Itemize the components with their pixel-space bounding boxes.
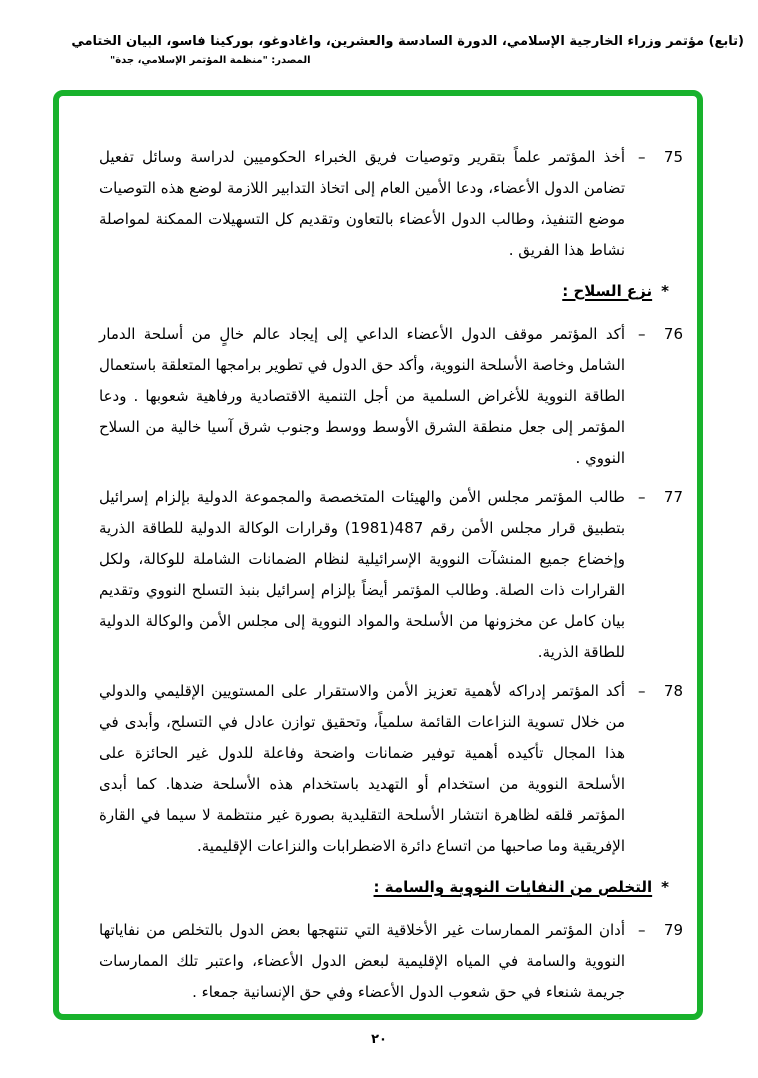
page-number: ٢٠	[371, 1032, 387, 1047]
paragraph-number-value: 76	[663, 325, 683, 343]
paragraph-item-79	[99, 915, 683, 1008]
paragraph-item-76	[99, 319, 683, 474]
paragraph-number	[625, 915, 683, 1008]
paragraph-dash: –	[638, 148, 646, 166]
paragraph-number	[625, 319, 683, 474]
section-heading-text: التخلص من النفايات النووية والسامة :	[373, 878, 653, 896]
paragraph-text: طالب المؤتمر مجلس الأمن والهيئات المتخصصة والمجموعة الدولية بإلزام إسرائيل بتطبيق قرار مجلس الأمن رقم 487(1981) وقرارات الوكالة الدولية للطاقة الذرية وإخضاع جميع المنشآت النووية الإسرائيلية لنظام الضمانات الشاملة للوكالة، ولكل القرارات ذات الصلة. وطالب المؤتمر أيضاً بإلزام إسرائيل بنبذ التسلح النووي وتقديم بيان كامل عن مخزونها من الأسلحة والمواد النووية إلى مجلس الأمن والوكالة الدولية للطاقة الذرية.	[99, 488, 625, 661]
paragraph-number-value: 78	[663, 682, 683, 700]
section-heading-text: نزع السلاح :	[562, 282, 653, 300]
paragraph-text: أكد المؤتمر موقف الدول الأعضاء الداعي إلى إيجاد عالم خالٍ من أسلحة الدمار الشامل وخاصة الأسلحة النووية، وأكد حق الدول في تطوير برامجها المتعلقة باستعمال الطاقة النووية للأغراض السلمية من أجل التنمية الاقتصادية ورفاهية شعوبها . ودعا المؤتمر إلى جعل منطقة الشرق الأوسط ووسط وجنوب شرق آسيا خالية من السلاح النووي .	[99, 325, 625, 467]
section-heading-nuclear-waste-disposal	[99, 872, 683, 903]
document-header	[0, 0, 758, 69]
document-content	[59, 96, 697, 1008]
paragraph-number	[625, 676, 683, 862]
paragraph-number	[625, 482, 683, 668]
header-source: المصدر: "منظمة المؤتمر الإسلامي، جدة"	[110, 55, 311, 66]
paragraph-number-value: 79	[663, 921, 683, 939]
paragraph-dash: –	[638, 488, 646, 506]
paragraph-text: أكد المؤتمر إدراكه لأهمية تعزيز الأمن والاستقرار على المستويين الإقليمي والدولي من خلال تسوية النزاعات القائمة سلمياً، وتحقيق توازن عادل في التسلح، وأبدى في هذا المجال تأكيده أهمية توفير ضمانات واضحة وفاعلة للدول غير الحائزة على الأسلحة النووية من استخدام أو التهديد باستخدام هذه الأسلحة ضدها. كما أبدى المؤتمر قلقه لظاهرة انتشار الأسلحة التقليدية بصورة غير منتظمة لا سيما في القارة الإفريقية وما صاحبها من اتساع دائرة الاضطرابات والنزاعات الإقليمية.	[99, 682, 625, 855]
header-title: (تابع) مؤتمر وزراء الخارجية الإسلامي، الدورة السادسة والعشرين، واغادوغو، بوركينا فاسو، البيان الختامي	[71, 34, 744, 49]
paragraph-dash: –	[638, 921, 646, 939]
paragraph-item-78	[99, 676, 683, 862]
heading-asterisk-marker: *	[661, 282, 669, 300]
paragraph-item-77	[99, 482, 683, 668]
section-heading-disarmament	[99, 276, 683, 307]
paragraph-item-75	[99, 142, 683, 266]
paragraph-dash: –	[638, 325, 646, 343]
page-footer	[0, 1032, 758, 1047]
heading-asterisk-marker: *	[661, 878, 669, 896]
content-border-box	[53, 90, 703, 1020]
paragraph-text: أخذ المؤتمر علماً بتقرير وتوصيات فريق الخبراء الحكوميين لدراسة وسائل تفعيل تضامن الدول الأعضاء، ودعا الأمين العام إلى اتخاذ التدابير اللازمة لوضع هذه التوصيات موضع التنفيذ، وطالب الدول الأعضاء بالتعاون وتقديم كل التسهيلات الممكنة لمواصلة نشاط هذا الفريق .	[99, 148, 625, 259]
paragraph-number-value: 77	[663, 488, 683, 506]
paragraph-number	[625, 142, 683, 266]
paragraph-text: أدان المؤتمر الممارسات غير الأخلاقية التي تنتهجها بعض الدول بالتخلص من نفاياتها النووية والسامة في المياه الإقليمية لبعض الدول الأعضاء، واعتبر تلك الممارسات جريمة شنعاء في حق شعوب الدول الأعضاء وفي حق الإنسانية جمعاء .	[99, 921, 625, 1001]
paragraph-number-value: 75	[663, 148, 683, 166]
paragraph-dash: –	[638, 682, 646, 700]
